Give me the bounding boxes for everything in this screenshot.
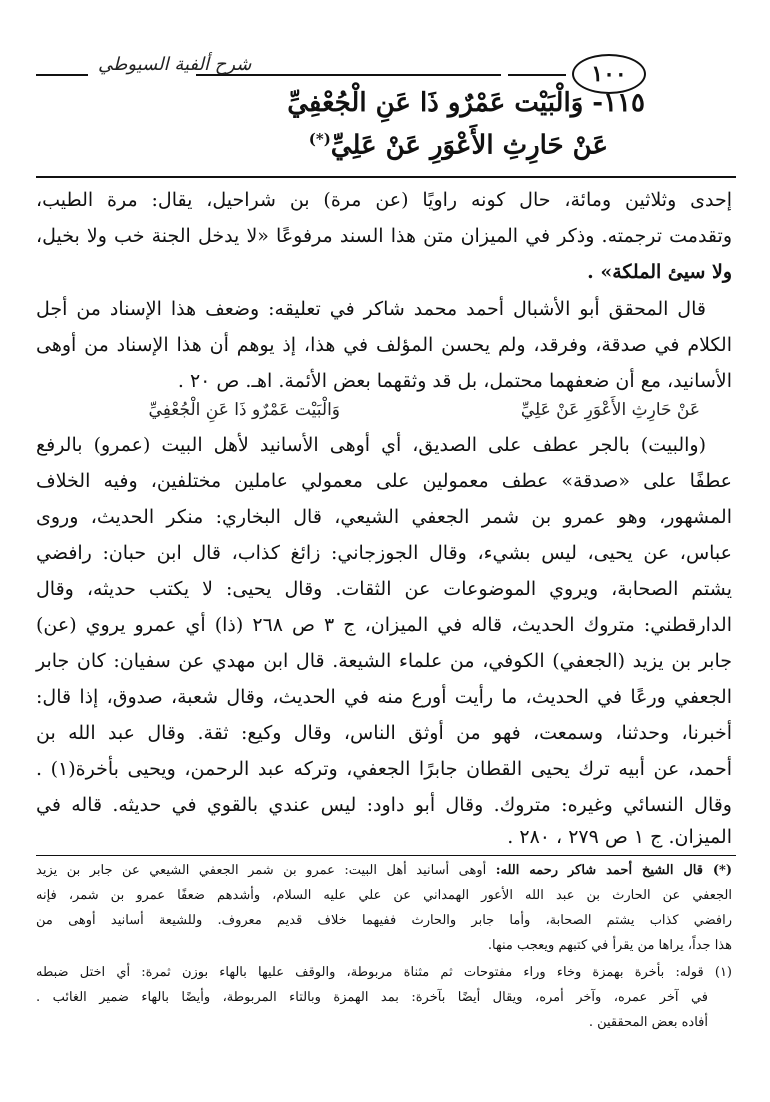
footnote-marker: (*) — [308, 130, 331, 148]
body-line: وقال النسائي وغيره: متروك. وقال أبو داود: ليس عندي بالقوي في حديثه. قاله في — [36, 794, 732, 816]
body-line: جابر بن يزيد (الجعفي) الكوفي، من علماء الشيعة. قال ابن مهدي عن سفيان: كان جابر — [36, 650, 732, 672]
footnote-line: (١) قوله: بأخرة بهمزة وخاء وراء مفتوحات ثم مثناة مربوطة، والوقف عليها بالهاء بوزن ثمرة: أي اختل ضبطه — [36, 965, 732, 980]
running-title: شرح ألفية السيوطي — [98, 54, 252, 75]
footnote-star-lead: (*) قال الشيخ أحمد شاكر رحمه الله: — [495, 863, 732, 878]
body-line: الميزان. ج ١ ص ٢٧٩ ، ٢٨٠ . — [507, 826, 732, 848]
footnote-line: هذا جداً، يراها من يقرأ في كتبهم ويعجب منها. — [487, 938, 732, 953]
header-rule — [36, 74, 88, 76]
page-header — [36, 44, 736, 94]
body-line: عطفًا على «صدقة» عطف معمولين على معمولي عاملين مختلفين، وفيه الخلاف — [36, 470, 732, 492]
body-line: الكلام في صدقة، وفرقد، ولم يحسن المؤلف في هذا، إذ يوهم أن هذا الإسناد من أوهى — [36, 334, 732, 356]
body-line: أخبرنا، وحدثنا، وسمعت، فهو من أوثق الناس، وقال وكيع: ثقة. وقال عبد الله بن — [36, 722, 732, 744]
body-line: أحمد، عن أبيه ترك يحيى القطان جابرًا الجعفي، وتركه عبد الرحمن، ويحيى بأخرة(١) . — [36, 758, 732, 780]
footnote-line: في آخر عمره، وآخر أمره، ويقال أيضًا بآخرة: بمد الهمزة وبالتاء المربوطة، وأيضًا بالهاء ضمير الغائب . — [36, 990, 708, 1005]
header-rule — [508, 74, 566, 76]
verse-divider — [36, 176, 736, 178]
body-line: ولا سيئ الملكة» . — [587, 261, 732, 283]
body-line: وتقدمت ترجمته. وذكر في الميزان متن هذا السند مرفوعًا «لا يدخل الجنة خب ولا بخيل، — [36, 225, 732, 247]
footnote-star-line — [36, 862, 732, 880]
verse-line-2 — [309, 130, 608, 161]
footnote-star-text: أوهى أسانيد أهل البيت: عمرو بن شمر الجعفي الشيعي عن جابر بن يزيد — [36, 863, 487, 878]
body-line: الأسانيد، مع أن ضعفهما محتمل، بل قد وثقهما بعض الأئمة. اهـ. ص ٢٠ . — [177, 370, 732, 392]
body-line: (والبيت) بالجر عطف على الصديق، أي أوهى الأسانيد لأهل البيت (عمرو) بالرفع — [36, 434, 706, 456]
footnote-line: رافضي كذاب يشتم الصحابة، وأما جابر والحارث ففيهما خلاف قديم معروف. وللشيعة أسانيد أوهى من — [36, 913, 732, 928]
body-line: قال المحقق أبو الأشبال أحمد محمد شاكر في تعليقه: وضعف هذا الإسناد من أجل — [36, 298, 706, 320]
verse-repeat-first: وَالْبَيْت عَمْرٌو ذَا عَنِ الْجُعْفِيِّ — [148, 400, 340, 420]
page-number: ١٠٠ — [572, 54, 646, 94]
verse-line-2-text: عَنْ حَارِثِ الأَعْوَرِ عَنْ عَلِيِّ — [330, 130, 608, 161]
body-line: يشتم الصحابة، ويروي الموضوعات عن الثقات. وقال يحيى: لا يكتب حديثه، وقال — [36, 578, 732, 600]
footnote-divider — [36, 855, 736, 856]
footnote-line: أفاده بعض المحققين . — [588, 1015, 708, 1030]
body-line: المشهور، وهو عمرو بن شمر الجعفي الشيعي، قال البخاري: منكر الحديث، وروى — [36, 506, 732, 528]
body-line: الجعفي ورعًا في الحديث، ما رأيت أورع منه في الحديث، وقال شعبة، صدوق، إذا قال: — [36, 686, 732, 708]
body-line: عباس، عن يحيى، ليس بشيء، وقال الجوزجاني: زائغ كذاب، قال ابن حبان: رافضي — [36, 542, 732, 564]
body-line: إحدى وثلاثين ومائة، حال كونه راويًا (عن مرة) بن شراحيل، يقال: مرة الطيب، — [36, 189, 732, 211]
verse-repeat-second: عَنْ حَارِثِ الأَعْوَرِ عَنْ عَلِيِّ — [520, 400, 700, 420]
verse-line-1: ١١٥- وَالْبَيْت عَمْرٌو ذَا عَنِ الْجُعْفِيِّ — [287, 88, 645, 118]
footnote-line: الجعفي عن الحارث بن عبد الله الأعور الهمداني عن علي عليه السلام، وأشدهم ضعفًا عمرو بن شمر، فإنه — [36, 888, 732, 903]
body-line: الدارقطني: متروك الحديث، قاله في الميزان، ج ٣ ص ٢٦٨ (ذا) أي عمرو يروي (عن) — [36, 614, 732, 636]
